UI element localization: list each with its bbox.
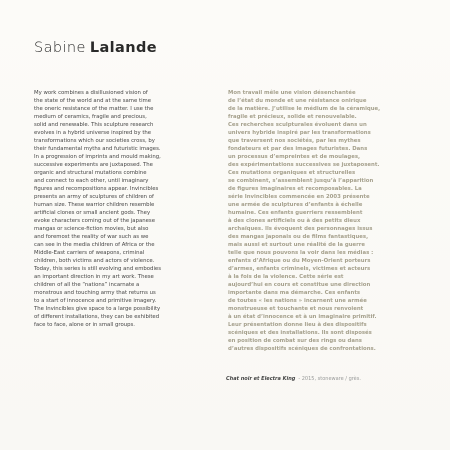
- text-line: an important direction in my art work. These: [34, 274, 154, 280]
- text-line: de l’état du monde et une résistance onirique: [228, 98, 367, 104]
- text-line: Leur présentation donne lieu à des dispositifs: [228, 322, 367, 328]
- text-line: can see in the media children of Africa or the: [34, 242, 155, 248]
- text-line: of different installations, they can be exhibited: [34, 314, 160, 320]
- text-line: presents an army of sculptures of children of: [34, 194, 154, 200]
- text-line: children of all the “nations” incarnate a: [34, 282, 140, 288]
- text-line: face to face, alone or in small groups.: [34, 322, 135, 328]
- text-line: transformations which our societies cross, by: [34, 138, 155, 144]
- text-line: en position de combat sur des rings ou dans: [228, 338, 362, 344]
- text-line: monstrous and touching army that returns us: [34, 290, 156, 296]
- text-line: In a progression of imprints and mould making,: [34, 154, 161, 160]
- text-line: monstrueuse et touchante et nous renvoient: [228, 306, 364, 312]
- text-line: and connect to each other, until imaginary: [34, 178, 149, 184]
- text-line: humaine. Ces enfants guerriers ressemblent: [228, 210, 363, 216]
- text-line: mangas or science-fiction movies, but also: [34, 226, 149, 232]
- text-line: solid and renewable. This sculpture research: [34, 122, 154, 128]
- text-line: Mon travail mêle une vision désenchantée: [228, 90, 356, 96]
- text-line: enfants d’Afrique ou du Moyen-Orient porteurs: [228, 258, 371, 264]
- text-line: scéniques et des installations. Ils sont disposés: [228, 330, 372, 336]
- caption-work-title: Chat noir et Electra King: [226, 376, 296, 382]
- text-line: Middle-East carriers of weapons, criminal: [34, 250, 145, 256]
- text-line: evolves in a hybrid universe inspired by the: [34, 130, 152, 136]
- artist-name: [34, 40, 157, 56]
- text-line: importante dans ma démarche. Ces enfants: [228, 290, 361, 296]
- text-line: My work combines a disillusioned vision of: [34, 90, 148, 96]
- text-line: Ces mutations organiques et structurelles: [228, 170, 356, 176]
- text-line: à la fois de la violence. Cette série est: [228, 274, 344, 280]
- text-line: à des clones artificiels ou à des petits dieux: [228, 218, 361, 224]
- text-line: evoke characters coming out of the japanese: [34, 218, 155, 224]
- text-line: successive experiments are juxtaposed. The: [34, 162, 153, 168]
- text-line: the state of the world and at the same time: [34, 98, 152, 104]
- text-line: de toutes « les nations » incarnent une armée: [228, 298, 367, 304]
- text-line: organic and structural mutations combine: [34, 170, 147, 176]
- text-line: and foremost the reality of war such as we: [34, 234, 149, 240]
- text-line: mais aussi et surtout une réalité de la guerre: [228, 242, 366, 248]
- text-line: human size. These warrior children resemble: [34, 202, 155, 208]
- text-line: à un état d’innocence et à un imaginaire primitif.: [228, 314, 377, 320]
- text-line: univers hybride inspiré par les transformations: [228, 130, 371, 136]
- image-caption: [226, 376, 361, 382]
- text-line: d’autres dispositifs scéniques de confrontations.: [228, 346, 376, 352]
- text-line: Ces recherches sculpturales évoluent dans un: [228, 122, 367, 128]
- text-line: children, both victims and actors of violence.: [34, 258, 155, 264]
- text-line: artificial clones or small ancient gods. They: [34, 210, 151, 216]
- text-line: aujourd’hui en cours et constitue une direction: [228, 282, 371, 288]
- text-line: archaïques. Ils évoquent des personnages issus: [228, 226, 373, 232]
- text-line: d’armes, enfants criminels, victimes et acteurs: [228, 266, 371, 272]
- text-line: des mangas japonais ou de films fantastiques,: [228, 234, 369, 240]
- text-line: se combinent, s’assemblent jusqu’à l’apparition: [228, 178, 374, 184]
- text-line: un processus d’empreintes et de moulages,: [228, 154, 361, 160]
- text-line: que traversent nos sociétés, par les mythes: [228, 138, 361, 144]
- text-line: de la matière. J’utilise le médium de la céramique,: [228, 106, 381, 112]
- text-line: Today, this series is still evolving and embodies: [34, 266, 162, 272]
- text-line: série Invincibles commencée en 2003 présente: [228, 194, 370, 200]
- french-text-column: [228, 89, 420, 353]
- text-line: the oneric resistance of the matter. I use the: [34, 106, 154, 112]
- text-line: The Invincibles give space to a large possibility: [34, 306, 161, 312]
- text-line: telle que nous pouvons la voir dans les médias :: [228, 250, 374, 256]
- caption-details: - 2015, stoneware / grès.: [298, 376, 361, 382]
- text-line: une armée de sculptures d’enfants à échelle: [228, 202, 363, 208]
- artist-first-name: Sabine: [34, 40, 86, 56]
- text-line: de figures imaginaires et recomposables. La: [228, 186, 362, 192]
- english-text-column: [34, 89, 224, 329]
- text-line: to a start of innocence and primitive imagery.: [34, 298, 157, 304]
- text-line: fragile et précieux, solide et renouvelable.: [228, 114, 357, 120]
- artist-last-name: Lalande: [89, 40, 157, 56]
- text-line: figures and recompositions appear. Invincibles: [34, 186, 159, 192]
- text-line: fondateurs et par des images futuristes. Dans: [228, 146, 368, 152]
- text-line: medium of ceramics, fragile and precious,: [34, 114, 147, 120]
- text-line: des expérimentations successives se juxtaposent.: [228, 162, 380, 168]
- text-line: their fundamental myths and futuristic images.: [34, 146, 161, 152]
